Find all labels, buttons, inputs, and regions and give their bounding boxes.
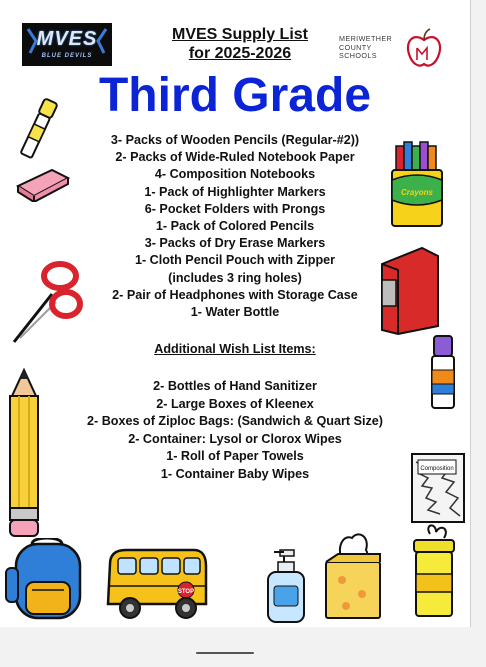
wish-list-item: 2- Container: Lysol or Clorox Wipes (128, 431, 342, 446)
mves-logo-subtext: BLUE DEVILS (41, 53, 93, 59)
pencil-icon (0, 368, 48, 540)
wish-list-heading: Additional Wish List Items: (154, 342, 316, 356)
district-logo-line-1: MERIWETHER (339, 34, 393, 43)
scissors-icon (4, 256, 88, 348)
list-item: 6- Pocket Folders with Prongs (144, 201, 326, 216)
list-item: 1- Cloth Pencil Pouch with Zipper (134, 253, 336, 268)
bus-stop-sign-text: STOP (177, 589, 195, 595)
eraser-icon (12, 162, 74, 202)
list-item: 2- Packs of Wide-Ruled Notebook Paper (115, 150, 355, 165)
list-item: 3- Packs of Dry Erase Markers (144, 236, 326, 251)
district-logo-line-2: COUNTY SCHOOLS (339, 43, 377, 60)
wipes-container-icon (406, 524, 468, 620)
marker-icon (12, 92, 62, 172)
glue-stick-icon (422, 334, 466, 414)
wish-list-item: 1- Container Baby Wipes (160, 466, 310, 481)
supply-list (60, 132, 410, 321)
list-item: 3- Packs of Wooden Pencils (Regular-#2)) (110, 133, 360, 147)
tissue-box-icon (318, 528, 388, 622)
mves-logo-text: MVES (36, 28, 98, 50)
hand-sanitizer-icon (264, 548, 308, 624)
mves-logo (22, 23, 112, 66)
wish-list (40, 378, 430, 484)
wish-list-item: 2- Bottles of Hand Sanitizer (153, 379, 317, 393)
list-item: (includes 3 ring holes) (168, 270, 302, 285)
supply-list-title (150, 25, 330, 63)
backpack-icon (2, 538, 102, 622)
district-logo (339, 24, 447, 74)
folder-icon (378, 244, 442, 338)
list-item: 1- Water Bottle (190, 305, 280, 320)
wish-list-item: 2- Large Boxes of Kleenex (156, 396, 314, 411)
composition-notebook-label: Composition (420, 466, 454, 472)
composition-notebook-icon (410, 452, 466, 524)
list-item: 4- Composition Notebooks (154, 167, 316, 182)
crayon-box-label: Crayons (400, 188, 434, 197)
school-bus-icon (102, 544, 212, 624)
list-item: 1- Pack of Colored Pencils (155, 219, 315, 234)
apple-icon (403, 26, 445, 72)
title-line-1: MVES Supply List (171, 26, 308, 43)
title-line-2: for 2025-2026 (188, 45, 292, 62)
list-item: 2- Pair of Headphones with Storage Case (112, 287, 358, 302)
scroll-handle[interactable] (196, 652, 254, 654)
grade-title: Third Grade (98, 69, 372, 122)
list-item: 1- Pack of Highlighter Markers (144, 184, 326, 199)
wish-list-item: 2- Boxes of Ziploc Bags: (Sandwich & Quart Size) (87, 414, 383, 429)
wish-list-item: 1- Roll of Paper Towels (166, 449, 304, 464)
crayon-box-icon (386, 140, 452, 230)
